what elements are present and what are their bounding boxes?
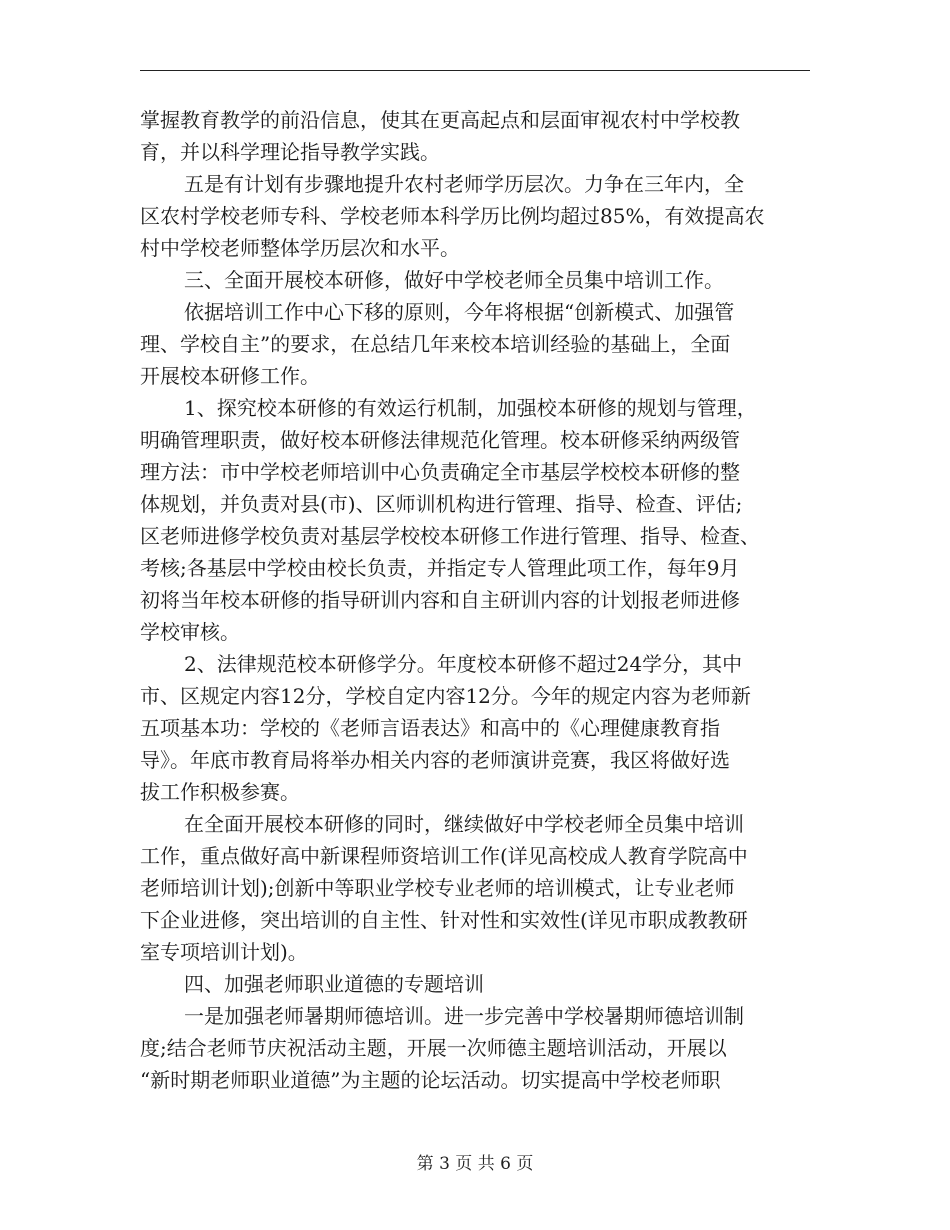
- header-rule: [140, 70, 810, 71]
- text-line: 体规划，并负责对县(市)、区师训机构进行管理、指导、检查、评估;: [140, 492, 743, 516]
- text-line: 理方法：市中学校老师培训中心负责确定全市基层学校校本研修的整: [140, 460, 740, 484]
- text-line: 育，并以科学理论指导教学实践。: [140, 140, 440, 164]
- text-line: 掌握教育教学的前沿信息，使其在更高起点和层面审视农村中学校教: [140, 108, 740, 132]
- text-line: 开展校本研修工作。: [140, 364, 320, 388]
- text-line: 下企业进修，突出培训的自主性、针对性和实效性(详见市职成教教研: [140, 908, 748, 932]
- text-line: 一是加强老师暑期师德培训。进一步完善中学校暑期师德培训制: [184, 1004, 744, 1028]
- text-line: 2、法律规范校本研修学分。年度校本研修不超过24学分，其中: [184, 652, 743, 676]
- section-heading: 四、加强老师职业道德的专题培训: [184, 972, 484, 996]
- text-line: “新时期老师职业道德”为主题的论坛活动。切实提高中学校老师职: [140, 1068, 721, 1092]
- text-line: 在全面开展校本研修的同时，继续做好中学校老师全员集中培训: [184, 812, 744, 836]
- text-line: 老师培训计划);创新中等职业学校专业老师的培训模式，让专业老师: [140, 876, 735, 900]
- text-line: 区老师进修学校负责对基层学校校本研修工作进行管理、指导、检查、: [140, 524, 760, 548]
- text-line: 拔工作积极参赛。: [140, 780, 300, 804]
- text-line: 考核;各基层中学校由校长负责，并指定专人管理此项工作，每年9月: [140, 556, 740, 580]
- text-line: 五是有计划有步骤地提升农村老师学历层次。力争在三年内，全: [184, 172, 744, 196]
- text-line: 市、区规定内容12分，学校自定内容12分。今年的规定内容为老师新: [140, 684, 751, 708]
- text-line: 学校审核。: [140, 620, 240, 644]
- text-line: 五项基本功：学校的《老师言语表达》和高中的《心理健康教育指: [140, 716, 720, 740]
- text-line: 初将当年校本研修的指导研训内容和自主研训内容的计划报老师进修: [140, 588, 740, 612]
- text-line: 依据培训工作中心下移的原则，今年将根据“创新模式、加强管: [184, 300, 735, 324]
- text-line: 导》。年底市教育局将举办相关内容的老师演讲竞赛，我区将做好选: [140, 748, 730, 772]
- document-body: [140, 104, 812, 1096]
- text-line: 工作，重点做好高中新课程师资培训工作(详见高校成人教育学院高中: [140, 844, 748, 868]
- page-number-footer: 第 3 页 共 6 页: [416, 1154, 534, 1174]
- text-line: 1、探究校本研修的有效运行机制，加强校本研修的规划与管理，: [184, 396, 757, 420]
- section-heading: 三、全面开展校本研修，做好中学校老师全员集中培训工作。: [184, 268, 724, 292]
- text-line: 度;结合老师节庆祝活动主题，开展一次师德主题培训活动，开展以: [140, 1036, 727, 1060]
- text-line: 室专项培训计划)。: [140, 940, 308, 964]
- text-line: 区农村学校老师专科、学校老师本科学历比例均超过85%，有效提高农: [140, 204, 765, 228]
- text-line: 明确管理职责，做好校本研修法律规范化管理。校本研修采纳两级管: [140, 428, 740, 452]
- text-line: 村中学校老师整体学历层次和水平。: [140, 236, 460, 260]
- text-line: 理、学校自主”的要求，在总结几年来校本培训经验的基础上，全面: [140, 332, 731, 356]
